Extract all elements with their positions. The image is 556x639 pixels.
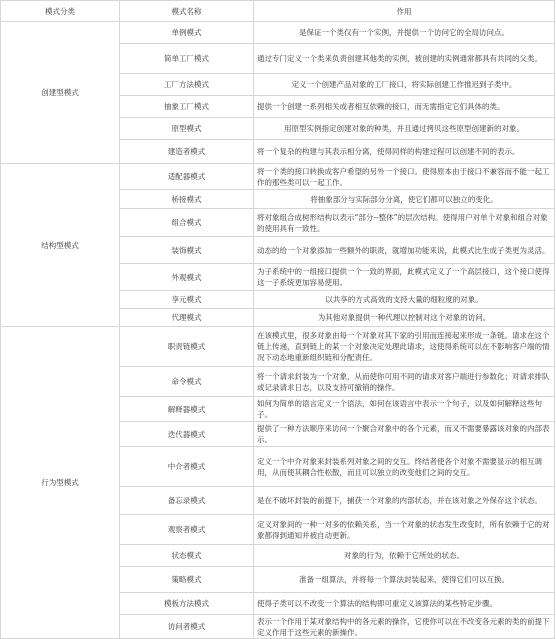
pattern-name: 中介者模式 bbox=[120, 447, 254, 487]
pattern-name: 解释器模式 bbox=[120, 397, 254, 422]
pattern-description: 定义一个中介对象来封装系列对象之间的交互。终结者使各个对象不需要显示的相互调用，从而使其耦合性松散，而且可以独立的改变他们之间的交互。 bbox=[254, 447, 555, 487]
pattern-name: 桥接模式 bbox=[120, 190, 254, 209]
pattern-description: 是保证一个类仅有一个实例，并提供一个访问它的全局访问点。 bbox=[254, 22, 555, 44]
pattern-name: 享元模式 bbox=[120, 291, 254, 309]
category-cell: 创建型模式 bbox=[1, 22, 120, 164]
table-row bbox=[1, 327, 555, 367]
pattern-description: 定义一个创建产品对象的工厂接口，将实际创建工作推迟到子类中。 bbox=[254, 74, 555, 96]
table-row bbox=[1, 164, 555, 190]
category-cell: 结构型模式 bbox=[1, 164, 120, 327]
pattern-name: 策略模式 bbox=[120, 567, 254, 593]
pattern-name: 职责链模式 bbox=[120, 327, 254, 367]
pattern-name: 代理模式 bbox=[120, 309, 254, 327]
pattern-description: 通过专门定义一个类来负责创建其他类的实例，被创建的实例通常都具有共同的父类。 bbox=[254, 44, 555, 74]
pattern-name: 备忘录模式 bbox=[120, 487, 254, 515]
pattern-description: 将一个请求封装为一个对象，从而使你可用不同的请求对客户端进行参数化；对请求排队或记录请求日志，以及支持可撤销的操作。 bbox=[254, 367, 555, 397]
pattern-name: 适配器模式 bbox=[120, 164, 254, 190]
pattern-description: 将一个类的接口转换成客户希望的另外一个接口。使得原本由于接口不兼容而不能一起工作的那些类可以一起工作。 bbox=[254, 164, 555, 190]
pattern-name: 观察者模式 bbox=[120, 515, 254, 545]
pattern-description: 将一个复杂的构建与其表示相分离，使得同样的构建过程可以创建不同的表示。 bbox=[254, 140, 555, 164]
pattern-name: 建造者模式 bbox=[120, 140, 254, 164]
pattern-description: 如何为简单的语言定义一个语法，如何在该语言中表示一个句子，以及如何解释这些句子。 bbox=[254, 397, 555, 422]
category-cell: 行为型模式 bbox=[1, 327, 120, 639]
pattern-name: 访问者模式 bbox=[120, 615, 254, 639]
pattern-description: 表示一个作用于某对象结构中的各元素的操作，它使你可以在不改变各元素的类的前提下定义作用于这些元素的新操作。 bbox=[254, 615, 555, 639]
header-pattern-name: 模式名称 bbox=[120, 1, 254, 22]
pattern-name: 命令模式 bbox=[120, 367, 254, 397]
pattern-description: 动态的给一个对象添加一些额外的职责，就增加功能来说，此模式比生成子类更为灵活。 bbox=[254, 237, 555, 264]
pattern-name: 原型模式 bbox=[120, 118, 254, 140]
pattern-description: 对象的行为，依赖于它所处的状态。 bbox=[254, 545, 555, 567]
pattern-name: 装饰模式 bbox=[120, 237, 254, 264]
pattern-description: 将抽象部分与实际部分分离，使它们都可以独立的变化。 bbox=[254, 190, 555, 209]
pattern-description: 提供一个创建一系列相关或者相互依赖的接口，而无需指定它们具体的类。 bbox=[254, 96, 555, 118]
table-row bbox=[1, 22, 555, 44]
pattern-description: 是在不破坏封装的前提下，捕获一个对象的内部状态，并在该对象之外保存这个状态。 bbox=[254, 487, 555, 515]
pattern-description: 以共享的方式高效的支持大量的细粒度的对象。 bbox=[254, 291, 555, 309]
pattern-description: 为子系统中的一组接口提供一个一致的界面，此模式定义了一个高层接口，这个接口使得这一子系统更加容易使用。 bbox=[254, 264, 555, 291]
table-header-row bbox=[1, 1, 555, 22]
pattern-description: 在该模式里，很多对象由每一个对象对其下家的引用而连接起来形成一条链。请求在这个链上传递，直到链上的某一个对象决定处理此请求，这使得系统可以在不影响客户端的情况下动态地重新组织链和分配责任。 bbox=[254, 327, 555, 367]
pattern-description: 用原型实例指定创建对象的种类，并且通过拷贝这些原型创建新的对象。 bbox=[254, 118, 555, 140]
header-purpose: 作用 bbox=[254, 1, 555, 22]
pattern-name: 迭代器模式 bbox=[120, 422, 254, 447]
pattern-description: 将对象组合成树形结构以表示“部分--整体”的层次结构。使得用户对单个对象和组合对象的使用具有一致性。 bbox=[254, 209, 555, 237]
pattern-description: 提供了一种方法顺序来访问一个聚合对象中的各个元素，而又不需要暴露该对象的内部表示。 bbox=[254, 422, 555, 447]
header-category: 模式分类 bbox=[1, 1, 120, 22]
pattern-name: 外观模式 bbox=[120, 264, 254, 291]
pattern-name: 简单工厂模式 bbox=[120, 44, 254, 74]
pattern-name: 工厂方法模式 bbox=[120, 74, 254, 96]
pattern-description: 准备一组算法，并将每一个算法封装起来，使得它们可以互换。 bbox=[254, 567, 555, 593]
pattern-name: 状态模式 bbox=[120, 545, 254, 567]
pattern-name: 组合模式 bbox=[120, 209, 254, 237]
pattern-description: 使得子类可以不改变一个算法的结构即可重定义该算法的某些特定步骤。 bbox=[254, 593, 555, 615]
pattern-description: 定义对象间的一种一对多的依赖关系，当一个对象的状态发生改变时，所有依赖于它的对象都得到通知并被自动更新。 bbox=[254, 515, 555, 545]
pattern-name: 抽象工厂模式 bbox=[120, 96, 254, 118]
pattern-name: 模板方法模式 bbox=[120, 593, 254, 615]
pattern-name: 单例模式 bbox=[120, 22, 254, 44]
pattern-description: 为其他对象提供一种代理以控制对这个对象的访问。 bbox=[254, 309, 555, 327]
